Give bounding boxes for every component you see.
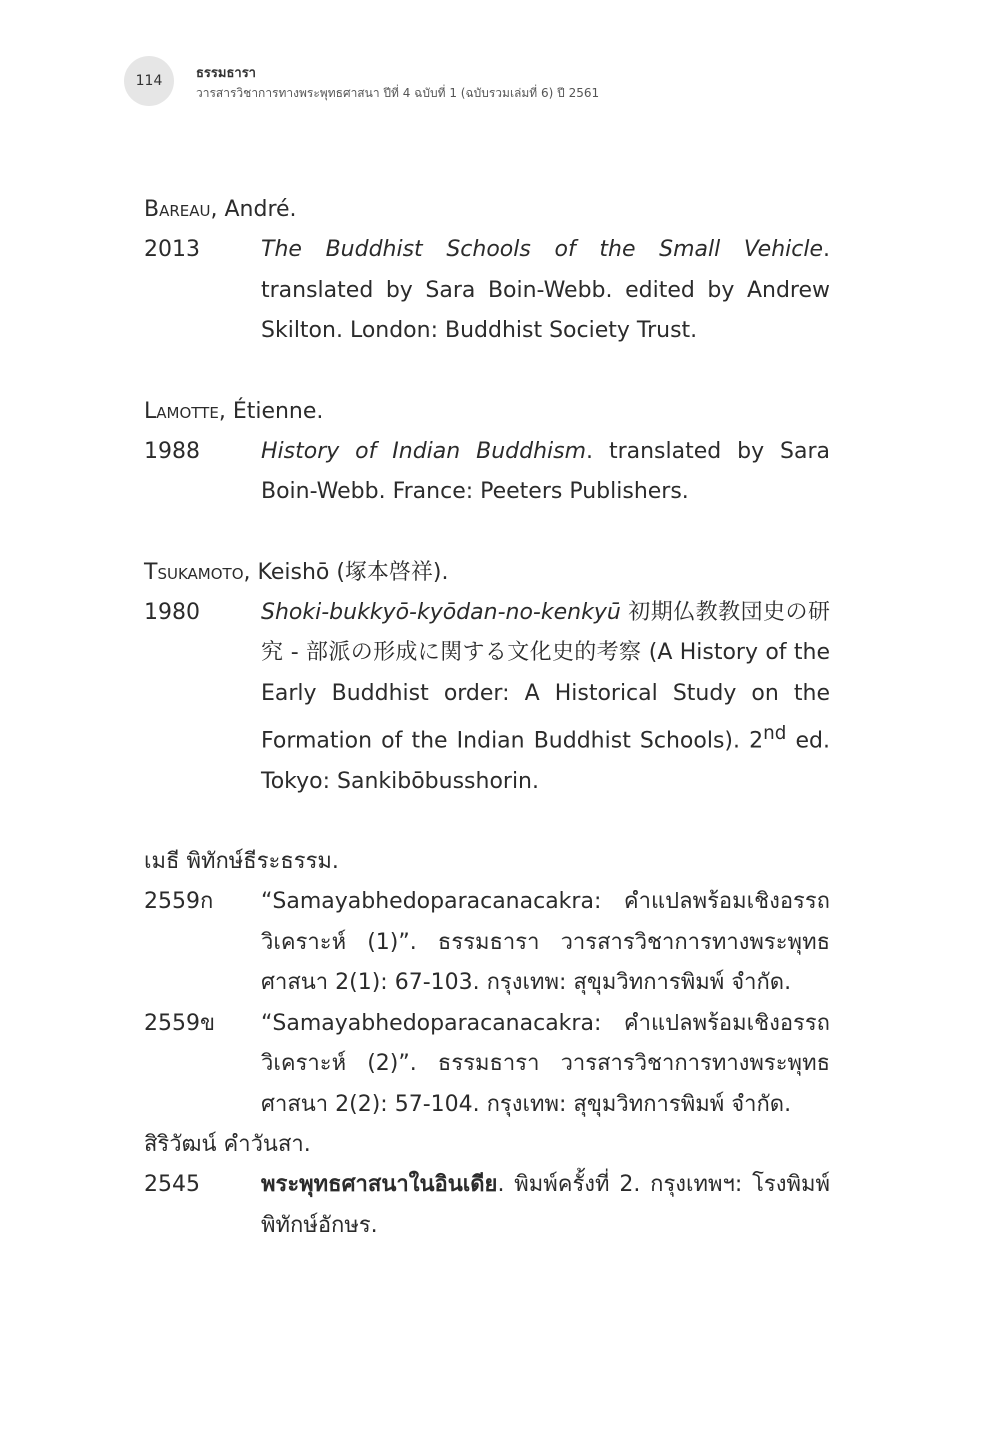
reference-entry (144, 593, 830, 803)
reference-entry (144, 1004, 830, 1126)
author-siriwat: สิริวัฒน์ คำวันสา. (144, 1132, 311, 1158)
entry-year: 1980 (144, 599, 200, 625)
reference-list (144, 190, 830, 1246)
entry-year: 1988 (144, 438, 200, 464)
entry-year: 2559ก (144, 889, 214, 915)
entry-citation: “Samayabhedoparacanacakra: คำแปลพร้อมเชิงอรรถวิเคราะห์ (2)”. ธรรมธารา วารสารวิชาการทางพระพุทธศาสนา 2(2): 57-104. กรุงเทพ: สุขุมวิทการพิมพ์ จำกัด. (261, 1010, 830, 1117)
author-lamotte: LAMOTTE, Étienne. (144, 398, 324, 424)
author-tsukamoto: TSUKAMOTO, Keishō (塚本啓祥). (144, 559, 449, 585)
entry-year: 2013 (144, 237, 200, 262)
entry-citation: พระพุทธศาสนาในอินเดีย. พิมพ์ครั้งที่ 2. กรุงเทพฯ: โรงพิมพ์พิทักษ์อักษร. (261, 1172, 830, 1238)
author-bareau: BAREAU, André. (144, 197, 297, 222)
entry-citation: Shoki-bukkyō-kyōdan-no-kenkyū 初期仏教教団史の研究 - 部派の形成に関する文化史的考察 (A History of the Early Buddhist order: A Historical Study on the Formation of the Indian Buddhist Schools). 2nd ed. Tokyo: Sankibōbusshorin. (261, 599, 830, 794)
entry-year: 2545 (144, 1172, 200, 1198)
reference-entry (144, 230, 830, 352)
author-methi: เมธี พิทักษ์ธีระธรรม. (144, 849, 339, 875)
entry-citation: History of Indian Buddhism. translated by Sara Boin-Webb. France: Peeters Publishers. (261, 438, 830, 504)
journal-name: ธรรมธารา (196, 66, 256, 81)
page-number: 114 (135, 73, 163, 89)
reference-entry (144, 882, 830, 1004)
reference-entry (144, 432, 830, 513)
journal-subtitle: วารสารวิชาการทางพระพุทธศาสนา ปีที่ 4 ฉบับที่ 1 (ฉบับรวมเล่มที่ 6) ปี 2561 (196, 86, 600, 100)
entry-citation: The Buddhist Schools of the Small Vehicle. translated by Sara Boin-Webb. edited by Andrew Skilton. London: Buddhist Society Trust. (261, 237, 830, 343)
page-number-badge (124, 56, 174, 106)
entry-year: 2559ข (144, 1010, 216, 1036)
entry-citation: “Samayabhedoparacanacakra: คำแปลพร้อมเชิงอรรถวิเคราะห์ (1)”. ธรรมธารา วารสารวิชาการทางพระพุทธศาสนา 2(1): 67-103. กรุงเทพ: สุขุมวิทการพิมพ์ จำกัด. (261, 889, 830, 996)
reference-entry (144, 1165, 830, 1246)
